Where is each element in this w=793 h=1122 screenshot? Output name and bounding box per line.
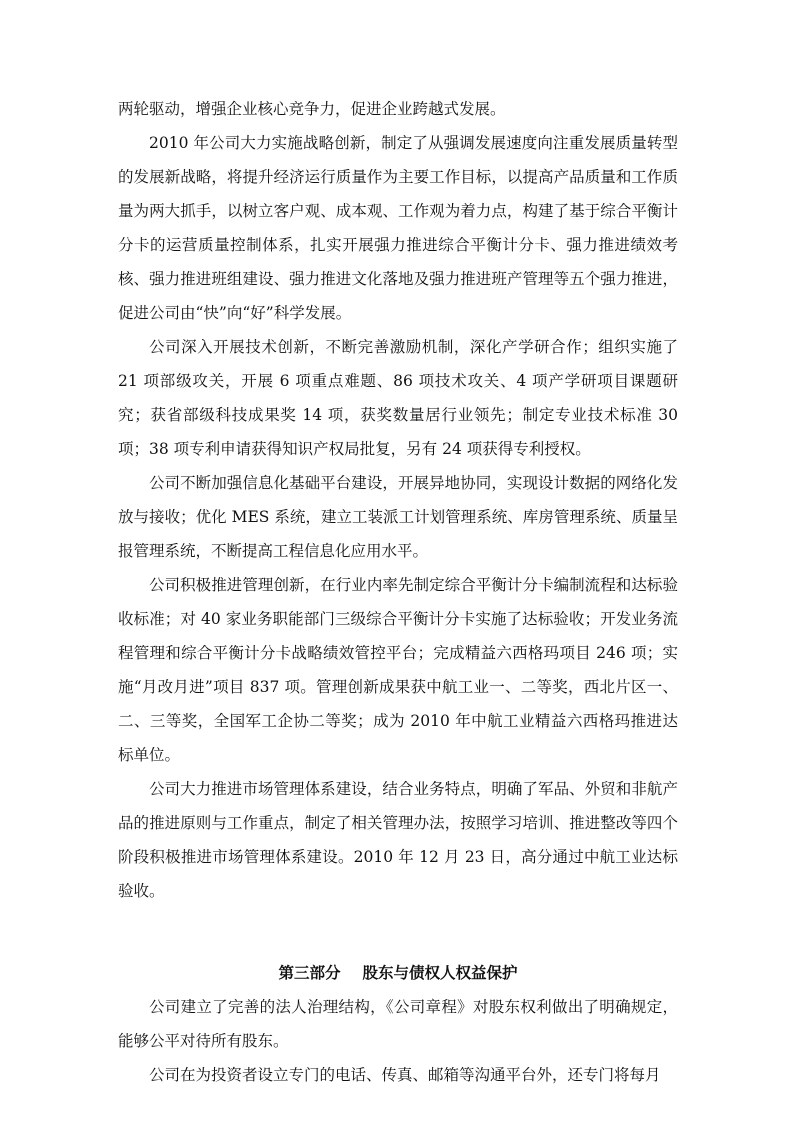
paragraph-management-innovation: 公司积极推进管理创新，在行业内率先制定综合平衡计分卡编制流程和达标验收标准；对 40 家业务职能部门三级综合平衡计分卡实施了达标验收；开发业务流程管理和综合平衡计分卡战略绩效管控平台；完成精益六西格玛项目 246 项；实施“月改月进”项目 837 项。管理创新成果获中航工业一、二等奖，西北片区一、二、三等奖，全国军工企协二等奖；成为 2010 年中航工业精益六西格玛推进达标单位。 [118,576,678,764]
paragraph-technology-innovation: 公司深入开展技术创新，不断完善激励机制，深化产学研合作；组织实施了 21 项部级攻关，开展 6 项重点难题、86 项技术攻关、4 项产学研项目课题研究；获省部级科技成果奖 14 项，获奖数量居行业领先；制定专业技术标准 30 项；38 项专利申请获得知识产权局批复，另有 24 项获得专利授权。 [118,338,678,458]
section-number: 第三部分 [278,964,341,982]
paragraph-corporate-governance: 公司建立了完善的法人治理结构，《公司章程》对股东权利做出了明确规定，能够公平对待所有股东。 [118,998,678,1050]
paragraph-strategy-innovation: 2010 年公司大力实施战略创新，制定了从强调发展速度向注重发展质量转型的发展新战略，将提升经济运行质量作为主要工作目标，以提高产品质量和工作质量为两大抓手，以树立客户观、成本观、工作观为着力点，构建了基于综合平衡计分卡的运营质量控制体系，扎实开展强力推进综合平衡计分卡、强力推进绩效考核、强力推进班组建设、强力推进文化落地及强力推进班产管理等五个强力推进，促进公司由“快”向“好”科学发展。 [118,134,678,322]
paragraph-investor-communication: 公司在为投资者设立专门的电话、传真、邮箱等沟通平台外，还专门将每月 [149,1066,661,1084]
section-title: 股东与债权人权益保护 [362,964,518,982]
paragraph-informatization: 公司不断加强信息化基础平台建设，开展异地协同，实现设计数据的网络化发放与接收；优化 MES 系统，建立工装派工计划管理系统、库房管理系统、质量呈报管理系统，不断提高工程信息化应用水平。 [118,474,678,560]
paragraph-continuation: 两轮驱动，增强企业核心竞争力，促进企业跨越式发展。 [118,100,506,118]
document-page [118,92,678,1092]
section-heading [118,956,678,990]
paragraph-market-management: 公司大力推进市场管理体系建设，结合业务特点，明确了军品、外贸和非航产品的推进原则与工作重点，制定了相关管理办法，按照学习培训、推进整改等四个阶段积极推进市场管理体系建设。2010 年 12 月 23 日，高分通过中航工业达标验收。 [118,780,678,900]
